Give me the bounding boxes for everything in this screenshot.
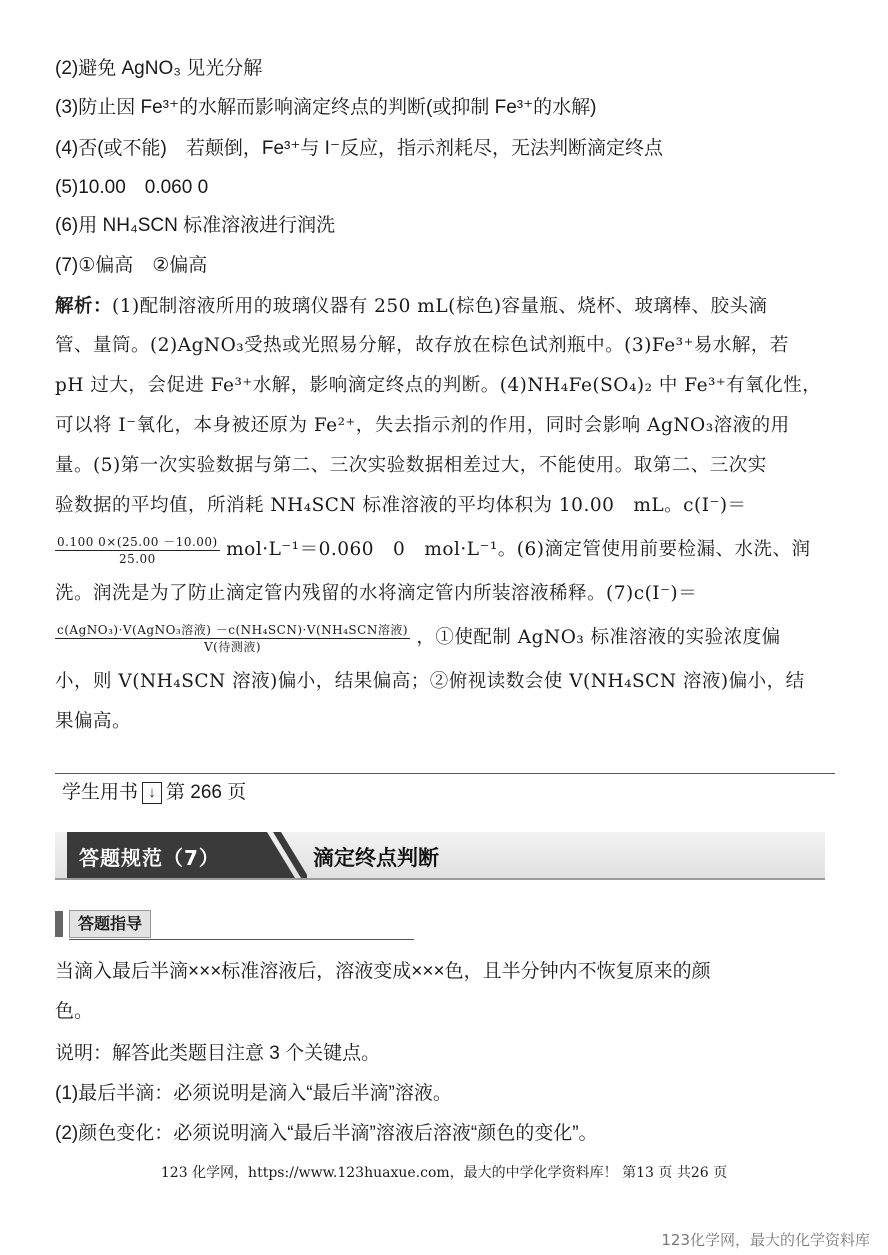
formula-fraction xyxy=(55,622,410,655)
answer-7: (7)①偏高 ②偏高 xyxy=(55,255,208,276)
analysis-line: 洗。润洗是为了防止滴定管内残留的水将滴定管内所装溶液稀释。(7)c(I⁻)＝ xyxy=(55,583,698,604)
fraction-denominator: V(待测液) xyxy=(204,639,262,654)
page-footer: 123 化学网，https://www.123huaxue.com，最大的中学化学资料库！ 第13 页 共26 页 xyxy=(160,1165,728,1181)
analysis-block xyxy=(55,286,835,742)
analysis-line: 验数据的平均值，所消耗 NH₄SCN 标准溶液的平均体积为 10.00 mL。c(I⁻)＝ xyxy=(55,495,747,516)
analysis-line: 小，则 V(NH₄SCN 溶液)偏小，结果偏高；②俯视读数会使 V(NH₄SCN 溶液)偏小，结 xyxy=(55,671,805,692)
fraction-numerator: 0.100 0×(25.00 －10.00) xyxy=(57,534,218,549)
answer-6: (6)用 NH₄SCN 标准溶液进行润洗 xyxy=(55,215,336,236)
site-watermark: 123化学网，最大的化学资料库 xyxy=(661,1231,870,1249)
analysis-line: mol·L⁻¹＝0.060 0 mol·L⁻¹。(6)滴定管使用前要检漏、水洗、润 xyxy=(226,539,811,560)
analysis-line: pH 过大，会促进 Fe³⁺水解，影响滴定终点的判断。(4)NH₄Fe(SO₄)₂ 中 Fe³⁺有氧化性， xyxy=(55,375,822,396)
answer-2: (2)避免 AgNO₃ 见光分解 xyxy=(55,58,263,79)
guide-text: (1)最后半滴：必须说明是滴入“最后半滴”溶液。 xyxy=(55,1083,452,1104)
analysis-label: 解析： xyxy=(55,295,113,316)
section-divider xyxy=(55,773,835,774)
fraction-numerator: c(AgNO₃)·V(AgNO₃溶液) －c(NH₄SCN)·V(NH₄SCN溶液) xyxy=(57,622,409,637)
guide-text: 说明：解答此类题目注意 3 个关键点。 xyxy=(55,1043,381,1064)
textbook-reference xyxy=(62,777,246,804)
analysis-line: 可以将 I⁻氧化，本身被还原为 Fe²⁺，失去指示剂的作用，同时会影响 AgNO₃溶液的用 xyxy=(55,415,790,436)
ref-prefix: 学生用书 xyxy=(62,782,139,803)
down-arrow-icon: ↓ xyxy=(142,782,162,804)
answer-3: (3)防止因 Fe³⁺的水解而影响滴定终点的判断(或抑制 Fe³⁺的水解) xyxy=(55,97,597,118)
guide-bar xyxy=(55,911,63,937)
analysis-line: 管、量筒。(2)AgNO₃受热或光照易分解，故存放在棕色试剂瓶中。(3)Fe³⁺易水解，若 xyxy=(55,335,789,356)
answer-guide-heading xyxy=(55,908,415,940)
analysis-line: (1)配制溶液所用的玻璃仪器有 250 mL(棕色)容量瓶、烧杯、玻璃棒、胶头滴 xyxy=(112,296,768,317)
analysis-line: 果偏高。 xyxy=(55,711,132,732)
guide-text: 色。 xyxy=(55,1001,94,1022)
guide-text: 当滴入最后半滴×××标准溶液后，溶液变成×××色，且半分钟内不恢复原来的颜 xyxy=(55,961,711,982)
banner-tag: 答题规范（7） xyxy=(79,846,220,870)
guide-text: (2)颜色变化：必须说明滴入“最后半滴”溶液后溶液“颜色的变化”。 xyxy=(55,1123,598,1144)
analysis-line: ，①使配制 AgNO₃ 标准溶液的实验浓度偏 xyxy=(416,627,781,648)
guide-label: 答题指导 xyxy=(69,910,151,938)
ref-page: 第 266 页 xyxy=(166,782,247,803)
concentration-fraction xyxy=(55,534,220,567)
answer-5: (5)10.00 0.060 0 xyxy=(55,177,209,198)
analysis-line: 量。(5)第一次实验数据与第二、三次实验数据相差过大，不能使用。取第二、三次实 xyxy=(55,455,767,476)
section-banner xyxy=(55,830,825,882)
banner-title: 滴定终点判断 xyxy=(313,846,439,870)
guide-underline xyxy=(69,939,414,940)
fraction-denominator: 25.00 xyxy=(118,551,156,566)
answer-4: (4)否(或不能) 若颠倒，Fe³⁺与 I⁻反应，指示剂耗尽，无法判断滴定终点 xyxy=(55,138,663,159)
